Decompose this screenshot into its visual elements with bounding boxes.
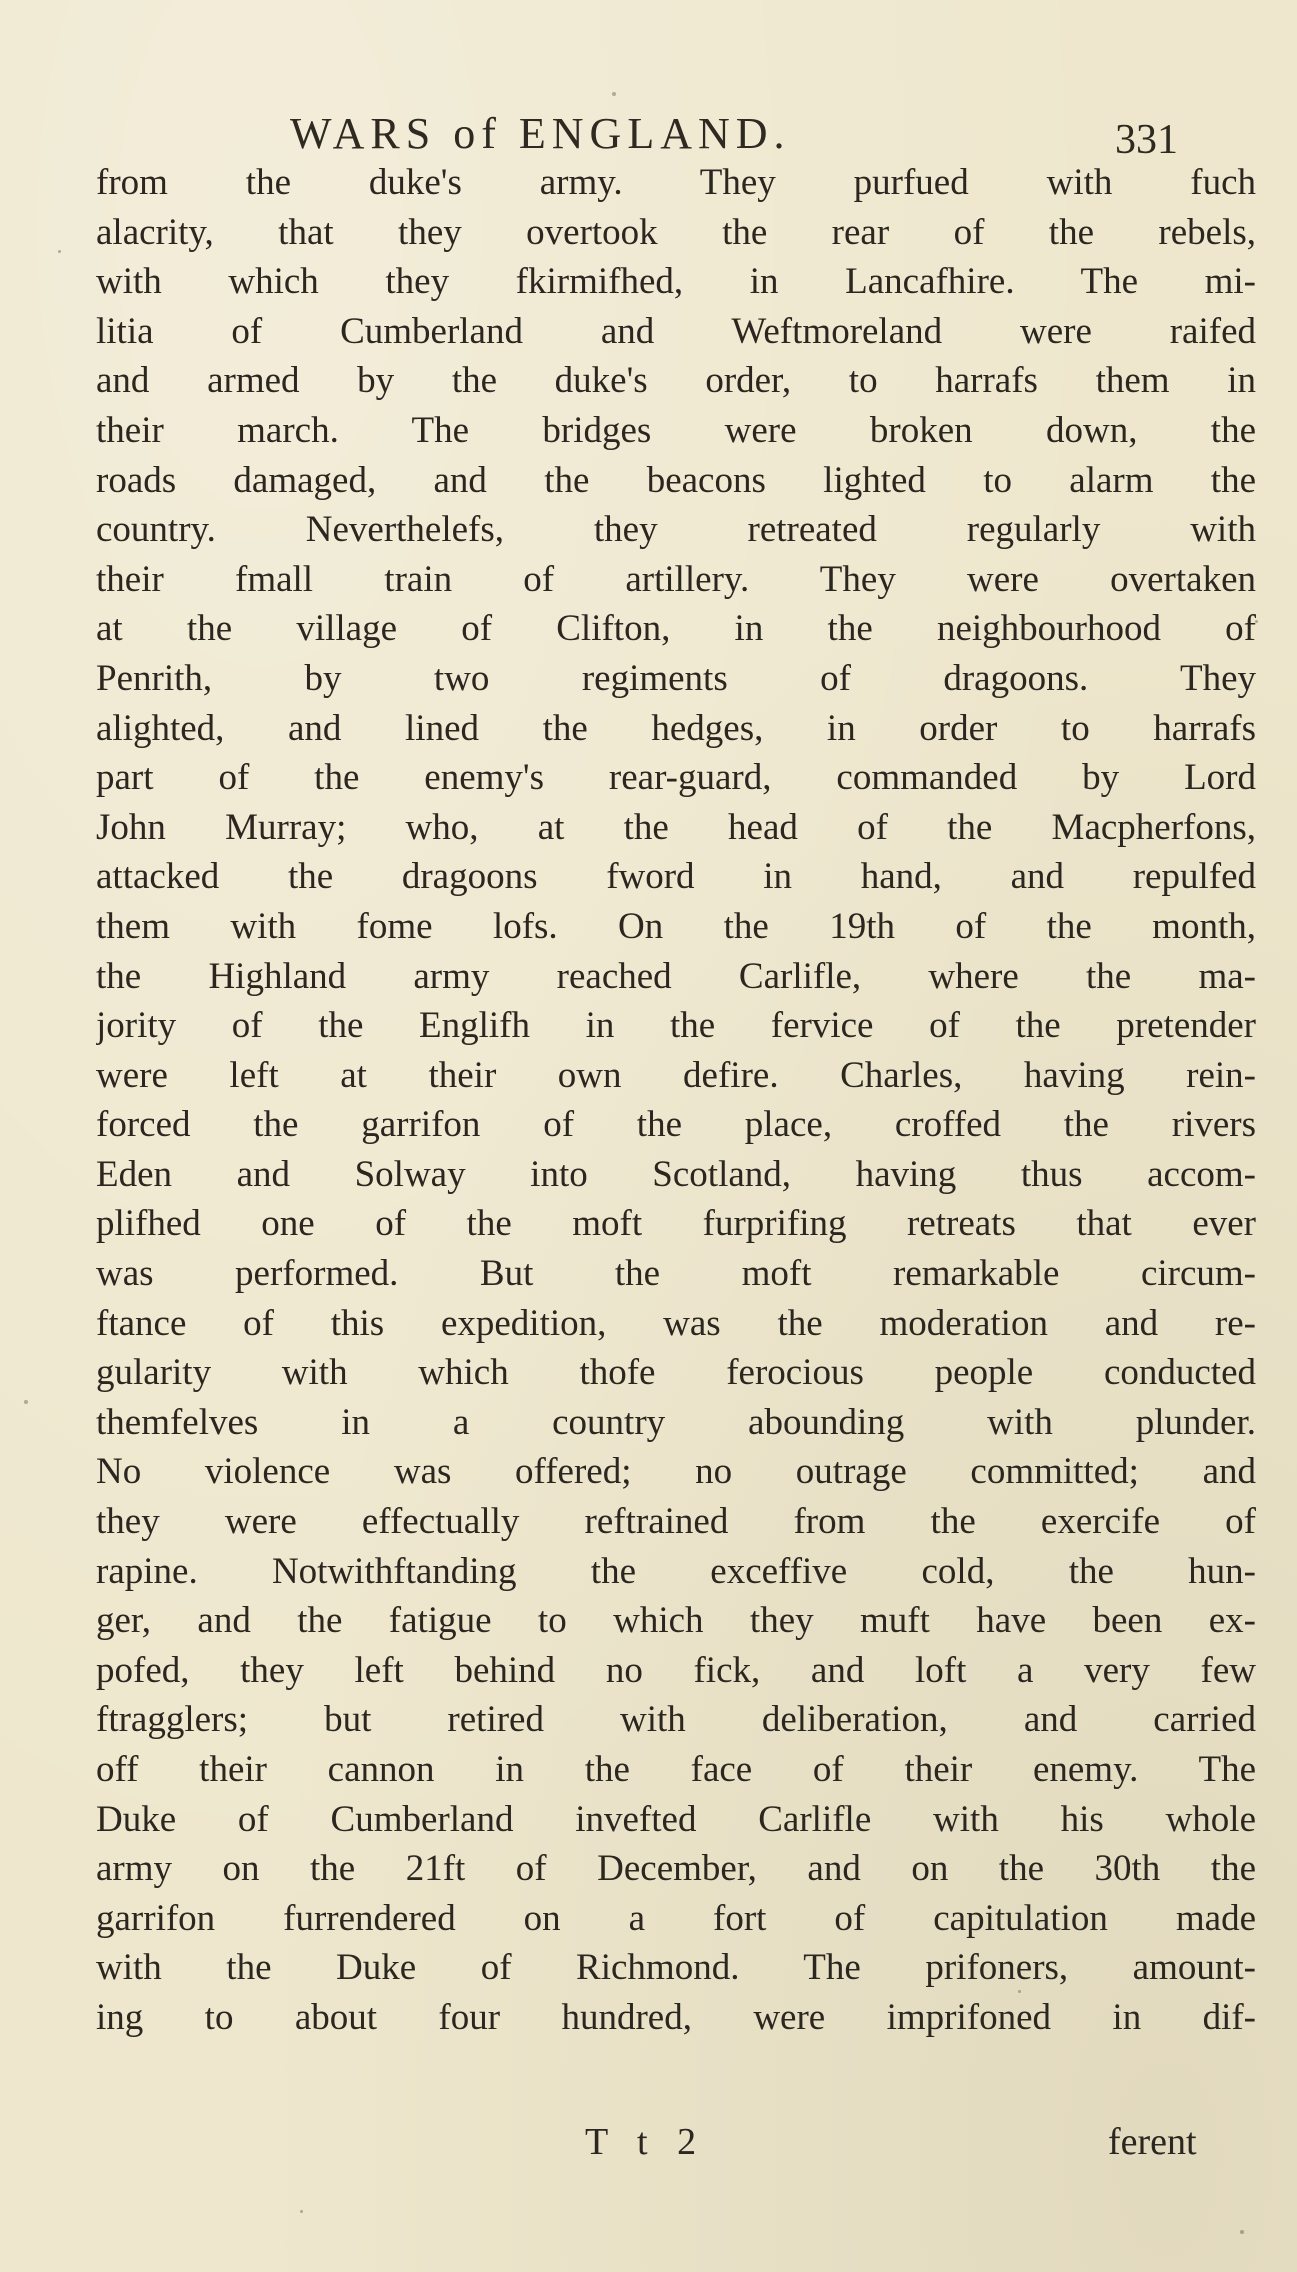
text-line: the Highland army reached Carlifle, where the ma- <box>96 955 1256 997</box>
text-line: ftance of this expedition, was the moderation and re- <box>96 1302 1256 1344</box>
text-line: was performed. But the moft remarkable circum- <box>96 1253 1256 1295</box>
text-line: plifhed one of the moft furprifing retreats that ever <box>96 1203 1256 1245</box>
text-line: Eden and Solway into Scotland, having thus accom- <box>96 1153 1256 1195</box>
text-line: and armed by the duke's order, to harrafs them in <box>96 360 1256 402</box>
page-number: 331 <box>1115 117 1178 163</box>
text-line: Penrith, by two regiments of dragoons. They <box>96 657 1256 699</box>
text-line: part of the enemy's rear-guard, commanded by Lord <box>96 757 1256 799</box>
running-head <box>0 104 1297 164</box>
text-line: their march. The bridges were broken down, the <box>96 409 1256 451</box>
text-line: rapine. Notwithftanding the exceffive cold, the hun- <box>96 1550 1256 1592</box>
text-line: off their cannon in the face of their enemy. The <box>96 1749 1256 1790</box>
catchword: ferent <box>1108 2121 1197 2163</box>
text-line: pofed, they left behind no fick, and loft a very few <box>96 1649 1256 1691</box>
text-line: John Murray; who, at the head of the Macpherfons, <box>96 806 1256 848</box>
text-line: at the village of Clifton, in the neighbourhood of <box>96 608 1256 650</box>
text-line: ger, and the fatigue to which they muft have been ex- <box>96 1600 1256 1642</box>
text-line: forced the garrifon of the place, croffed the rivers <box>96 1104 1256 1146</box>
running-title: WARS of ENGLAND. <box>290 109 791 158</box>
text-line: with the Duke of Richmond. The prifoners, amount- <box>96 1947 1256 1989</box>
text-line: gularity with which thofe ferocious people conducted <box>96 1352 1256 1394</box>
text-line: jority of the Englifh in the fervice of the pretender <box>96 1005 1256 1047</box>
text-line: ing to about four hundred, were imprifoned in dif- <box>96 1996 1256 2038</box>
text-line: attacked the dragoons fword in hand, and repulfed <box>96 856 1256 898</box>
text-line: from the duke's army. They purfued with fuch <box>96 162 1256 203</box>
body-text <box>96 158 1256 2043</box>
text-line: roads damaged, and the beacons lighted to alarm the <box>96 459 1256 501</box>
signature-mark: T t 2 <box>585 2121 707 2163</box>
text-line: they were effectually reftrained from the exercife of <box>96 1501 1256 1543</box>
text-line: themfelves in a country abounding with plunder. <box>96 1401 1256 1443</box>
text-line: their fmall train of artillery. They were overtaken <box>96 558 1256 600</box>
text-line: garrifon furrendered on a fort of capitulation made <box>96 1897 1256 1939</box>
text-line: ftragglers; but retired with deliberation, and carried <box>96 1699 1256 1741</box>
text-line: Duke of Cumberland invefted Carlifle with his whole <box>96 1798 1256 1840</box>
text-line: army on the 21ft of December, and on the 30th the <box>96 1848 1256 1890</box>
text-line: alighted, and lined the hedges, in order to harrafs <box>96 707 1256 749</box>
text-line: alacrity, that they overtook the rear of the rebels, <box>96 211 1256 253</box>
text-line: litia of Cumberland and Weftmoreland were raifed <box>96 310 1256 352</box>
page-footer <box>0 2116 1297 2172</box>
text-line: them with fome lofs. On the 19th of the month, <box>96 905 1256 947</box>
text-line: No violence was offered; no outrage committed; and <box>96 1451 1256 1493</box>
text-line: with which they fkirmifhed, in Lancafhire. The mi- <box>96 261 1256 303</box>
text-line: country. Neverthelefs, they retreated regularly with <box>96 509 1256 551</box>
text-line: were left at their own defire. Charles, having rein- <box>96 1054 1256 1096</box>
